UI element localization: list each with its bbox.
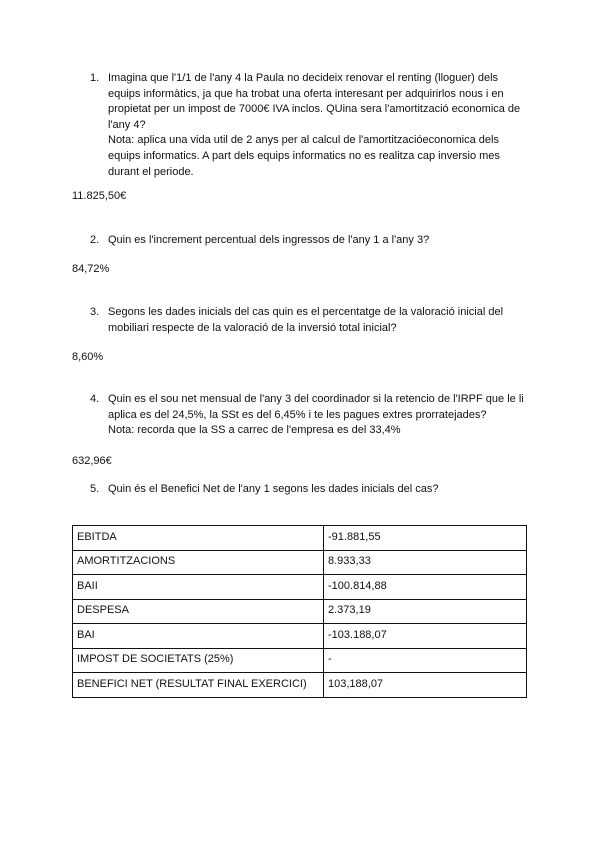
row-label: BAI (73, 624, 324, 649)
answer-4: 632,96€ (72, 455, 112, 467)
question-text: Imagina que l'1/1 de l'any 4 la Paula no decideix renovar el renting (lloguer) dels equips informàtics, ja que ha trobat una oferta interesant per adquirirlos nous i en propietat per un impost de 7000€ IVA inclos. QUina sera l'amortització economica de l'any 4? (108, 72, 521, 131)
question-text: Quin es l'increment percentual dels ingressos de l'any 1 a l'any 3? (108, 234, 430, 246)
question-text: Quin es el sou net mensual de l'any 3 del coordinador si la retencio de l'IRPF que le li aplica es del 24,5%, la SSt es del 6,45% i te les pagues extres prorratejades? (108, 393, 524, 421)
question-number: 2. (90, 234, 100, 246)
row-label: EBITDA (73, 526, 324, 551)
question-text: Quin és el Benefici Net de l'any 1 segons les dades inicials del cas? (108, 483, 439, 495)
question-4 (90, 392, 530, 439)
row-value: - (324, 648, 527, 673)
row-label: IMPOST DE SOCIETATS (25%) (73, 648, 324, 673)
table-row (73, 648, 527, 673)
answer-1: 11.825,50€ (72, 190, 127, 202)
question-3 (90, 305, 530, 336)
table-row (73, 550, 527, 575)
row-label: AMORTITZACIONS (73, 550, 324, 575)
row-label: BENEFICI NET (RESULTAT FINAL EXERCICI) (73, 673, 324, 698)
row-value: -103.188,07 (324, 624, 527, 649)
table-row (73, 526, 527, 551)
question-number: 3. (90, 306, 100, 318)
row-value: 8.933,33 (324, 550, 527, 575)
row-label: BAII (73, 575, 324, 600)
table-row (73, 673, 527, 698)
question-text: Segons les dades inicials del cas quin es el percentatge de la valoració inicial del mobiliari respecte de la valoració de la inversió total inicial? (108, 306, 504, 334)
table-row (73, 575, 527, 600)
table-row (73, 599, 527, 624)
table-row (73, 624, 527, 649)
answer-3: 8,60% (72, 351, 104, 363)
question-2 (90, 233, 530, 249)
question-5 (90, 482, 530, 498)
question-note: Nota: recorda que la SS a carrec de l'empresa es del 33,4% (108, 424, 401, 437)
question-number: 5. (90, 483, 100, 495)
row-value: -100.814,88 (324, 575, 527, 600)
question-note: Nota: aplica una vida util de 2 anys per al calcul de l'amortitzacióeconomica dels equips informatics. A part dels equips informatics no es realitza cap inversio mes durant el periode. (108, 134, 500, 178)
answer-2: 84,72% (72, 263, 110, 275)
question-number: 1. (90, 72, 100, 84)
income-statement-table (72, 525, 527, 698)
row-value: 2.373,19 (324, 599, 527, 624)
row-value: -91.881,55 (324, 526, 527, 551)
row-label: DESPESA (73, 599, 324, 624)
question-1 (90, 71, 530, 180)
question-number: 4. (90, 393, 100, 405)
row-value: 103,188,07 (324, 673, 527, 698)
